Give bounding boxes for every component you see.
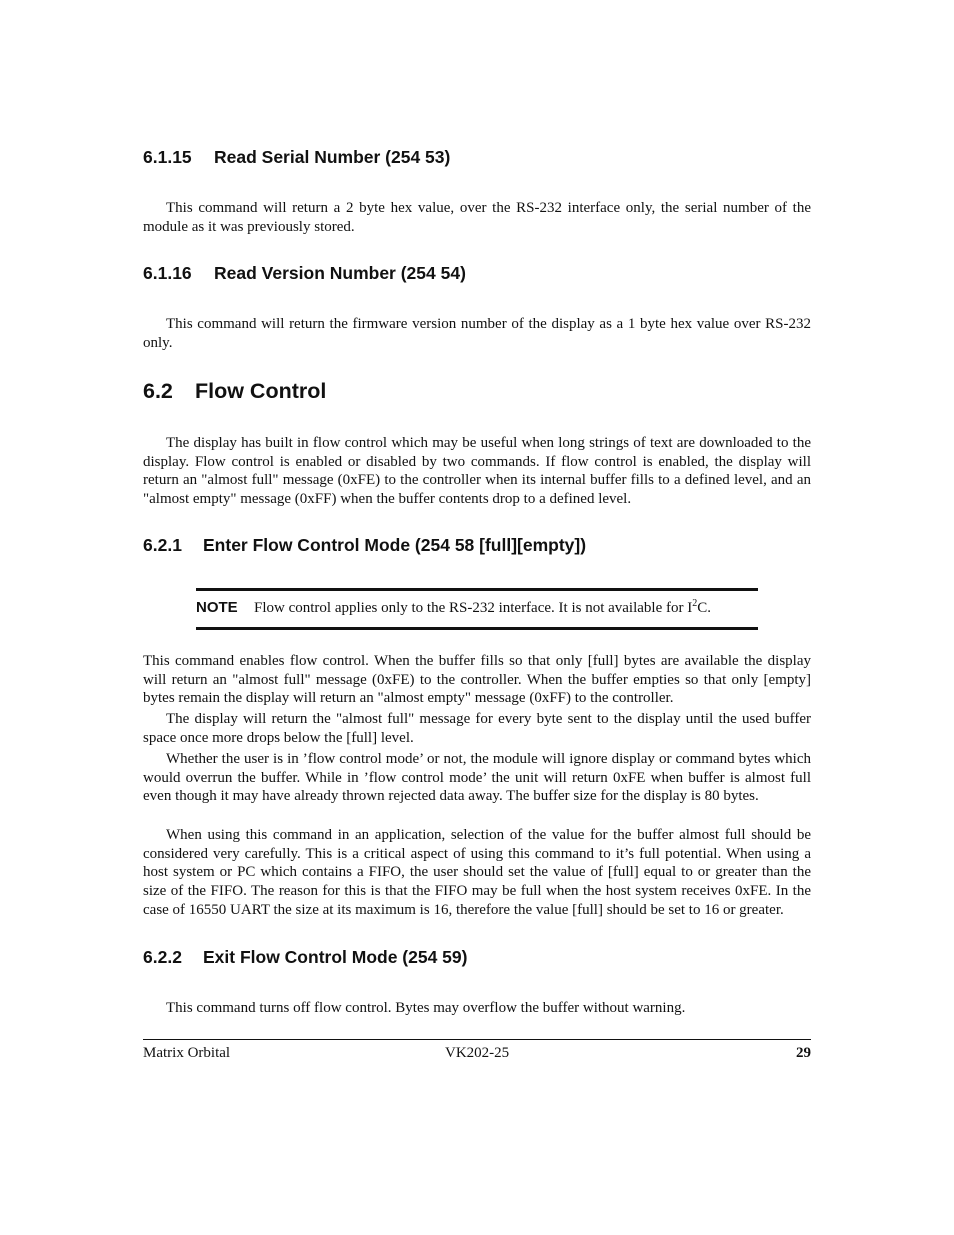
section-heading-6-2-2 xyxy=(143,947,467,968)
section-heading-6-2 xyxy=(143,379,326,404)
section-number: 6.2 xyxy=(143,379,173,403)
section-title: Read Serial Number (254 53) xyxy=(214,147,451,167)
paragraph-enter-flow-2: The display will return the "almost full" message for every byte sent to the display until the used buffer space once more drops below the [full] level. xyxy=(143,711,811,746)
paragraph-exit-flow: This command turns off flow control. Bytes may overflow the buffer without warning. xyxy=(166,1000,686,1016)
section-title: Read Version Number (254 54) xyxy=(214,263,466,283)
section-title: Exit Flow Control Mode (254 59) xyxy=(203,947,468,967)
note-box xyxy=(196,588,758,630)
section-title: Enter Flow Control Mode (254 58 [full][empty]) xyxy=(203,535,587,555)
section-number: 6.2.2 xyxy=(143,947,182,967)
paragraph-read-serial: This command will return a 2 byte hex value, over the RS-232 interface only, the serial number of the module as it was previously stored. xyxy=(143,200,811,235)
section-heading-6-2-1 xyxy=(143,535,586,556)
page-number: 29 xyxy=(796,1045,811,1061)
section-title: Flow Control xyxy=(195,379,327,403)
note-text xyxy=(254,600,711,617)
note-label: NOTE xyxy=(196,599,238,616)
section-heading-6-1-15 xyxy=(143,147,450,168)
note-superscript: 2 xyxy=(692,598,698,609)
footer-rule xyxy=(143,1039,811,1040)
section-number: 6.1.16 xyxy=(143,263,192,283)
footer-company: Matrix Orbital xyxy=(143,1045,231,1061)
section-number: 6.2.1 xyxy=(143,535,182,555)
note-text-main: Flow control applies only to the RS-232 interface. It is not available for I xyxy=(254,600,693,616)
section-number: 6.1.15 xyxy=(143,147,192,167)
paragraph-flow-control: The display has built in flow control which may be useful when long strings of text are downloaded to the display. Flow control is enabled or disabled by two commands. If flow control is enabled, the display will return an "almost full" message (0xFE) to the controller when its internal buffer fills to a defined level, and an "almost empty" message (0xFF) when the buffer contents drop to a defined level. xyxy=(143,435,811,508)
footer-model: VK202-25 xyxy=(445,1045,510,1061)
paragraph-read-version: This command will return the firmware version number of the display as a 1 byte hex value over RS-232 only. xyxy=(143,316,811,351)
note-text-end: C. xyxy=(697,600,711,616)
paragraph-enter-flow-4: When using this command in an application, selection of the value for the buffer almost full should be considered very carefully. This is a critical aspect of using this command to it’s full potential. When using a host system or PC which contains a FIFO, the user should set the value of [full] equal to or greater than the size of the FIFO. The reason for this is that the FIFO may be full when the host system receives 0xFE. In the case of 16550 UART the size at its maximum is 16, therefore the value [full] should be set to 16 or greater. xyxy=(143,827,811,918)
section-heading-6-1-16 xyxy=(143,263,466,284)
paragraph-enter-flow-3: Whether the user is in ’flow control mode’ or not, the module will ignore display or command bytes which would overrun the buffer. While in ’flow control mode’ the unit will return 0xFE when buffer is almost full even though it may have already thrown rejected data away. The buffer size for the display is 80 bytes. xyxy=(143,751,811,805)
paragraph-enter-flow-1: This command enables flow control. When the buffer fills so that only [full] bytes are available the display will return an "almost full" message (0xFE) to the controller. When the buffer empties so that only [empty] bytes remain the display will return an "almost empty" message (0xFF) to the controller. xyxy=(143,653,811,707)
